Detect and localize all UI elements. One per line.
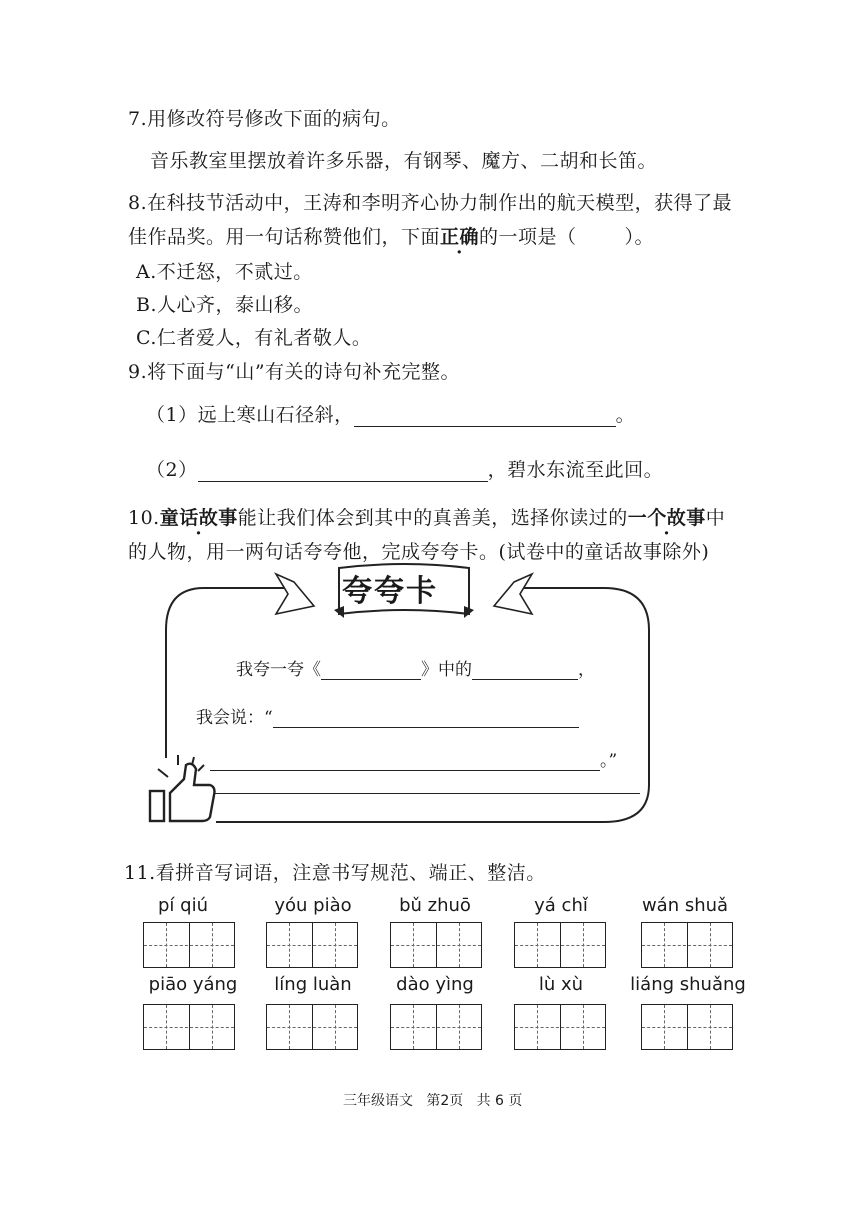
- writing-grid-2-3[interactable]: [390, 1004, 482, 1050]
- q8-line2: [128, 222, 654, 249]
- card-line2-a: 我会说：“: [196, 708, 273, 728]
- character-name-blank[interactable]: [472, 659, 578, 680]
- q10-number: 10.: [128, 507, 160, 529]
- story-name-blank[interactable]: [321, 659, 421, 680]
- q9-item2-pre: （2）: [146, 459, 198, 481]
- q8-emphasis-text: 正确: [440, 226, 480, 248]
- card-line3: [210, 746, 617, 771]
- card-line3-end: 。”: [600, 751, 618, 771]
- q8-line2-pre: 佳作品奖。用一句话称赞他们，下面: [128, 226, 441, 248]
- q8-emphasis: [440, 226, 479, 248]
- q8-line2-post: 的一项是（: [479, 226, 577, 248]
- writing-grid-2-4[interactable]: [514, 1004, 606, 1050]
- card-line1-a: 我夸一夸《: [236, 660, 321, 680]
- q10-line2: 的人物，用一两句话夸夸他，完成夸夸卡。(试卷中的童话故事除外): [128, 541, 710, 563]
- pinyin-1-2: yóu piào: [274, 895, 352, 916]
- pinyin-2-5: liáng shuǎng: [630, 974, 746, 995]
- q8-option-c: C.仁者爱人，有礼者敬人。: [136, 327, 372, 349]
- q9-item1-pre: （1）远上寒山石径斜，: [146, 404, 354, 426]
- q9-item2-post: ，碧水东流至此回。: [487, 459, 664, 481]
- writing-grid-2-2[interactable]: [266, 1004, 358, 1050]
- pinyin-2-4: lù xù: [538, 974, 584, 995]
- pinyin-2-3: dào yìng: [396, 974, 474, 995]
- pinyin-2-2: líng luàn: [274, 974, 352, 995]
- q10-end: 中: [705, 507, 726, 529]
- praise-blank-2[interactable]: [210, 750, 600, 771]
- pinyin-1-1: pí qiú: [158, 895, 208, 916]
- praise-blank-3[interactable]: [214, 793, 640, 794]
- writing-grid-1-1[interactable]: [143, 922, 235, 968]
- q10-mid: 能让我们体会到其中的真善美，选择你读过的: [237, 507, 628, 529]
- card-line1: [236, 655, 595, 680]
- writing-grid-2-5[interactable]: [641, 1004, 733, 1050]
- writing-grid-1-5[interactable]: [641, 922, 733, 968]
- q10-line1: [128, 503, 725, 530]
- pinyin-1-5: wán shuǎ: [641, 895, 729, 916]
- q7-sentence: 音乐教室里摆放着许多乐器，有钢琴、魔方、二胡和长笛。: [150, 150, 658, 172]
- q11-title: 11.看拼音写词语，注意书写规范、端正、整洁。: [124, 862, 546, 884]
- q10-emphasis-2-text: 一个故事: [627, 507, 706, 529]
- writing-grid-1-3[interactable]: [390, 922, 482, 968]
- q9-item1-blank[interactable]: [354, 406, 616, 427]
- q8-line1: 8.在科技节活动中，王涛和李明齐心协力制作出的航天模型，获得了最: [128, 192, 733, 214]
- q8-option-a: A.不迁怒，不贰过。: [136, 261, 313, 283]
- q9-title: 9.将下面与“山”有关的诗句补充完整。: [128, 361, 461, 383]
- praise-blank-1[interactable]: [273, 707, 579, 728]
- q10-emphasis-1-text: 童话故事: [159, 507, 238, 529]
- q8-line2-close: ）。: [624, 226, 655, 248]
- writing-grid-1-2[interactable]: [266, 922, 358, 968]
- thumbs-up-icon: [150, 755, 215, 821]
- card-line2: [196, 703, 579, 728]
- q10-emphasis-1: [160, 507, 238, 529]
- pinyin-2-1: piāo yáng: [148, 974, 238, 995]
- q8-option-b: B.人心齐，泰山移。: [136, 294, 314, 316]
- q9-item2-blank[interactable]: [198, 461, 488, 482]
- q9-item1-post: 。: [615, 404, 636, 426]
- card-line1-b: 》中的: [421, 660, 472, 680]
- page-footer: 三年级语文 第2页 共 6 页: [343, 1093, 523, 1109]
- pinyin-1-3: bǔ zhuō: [399, 895, 471, 916]
- q9-item2: [146, 455, 663, 482]
- card-line1-c: ，: [578, 660, 595, 680]
- pinyin-1-4: yá chǐ: [534, 895, 588, 916]
- writing-grid-2-1[interactable]: [143, 1004, 235, 1050]
- writing-grid-1-4[interactable]: [514, 922, 606, 968]
- praise-card-title: 夸夸卡: [342, 574, 438, 609]
- q9-item1: [146, 400, 635, 427]
- q7-title: 7.用修改符号修改下面的病句。: [128, 108, 401, 130]
- q10-emphasis-2: [628, 507, 706, 529]
